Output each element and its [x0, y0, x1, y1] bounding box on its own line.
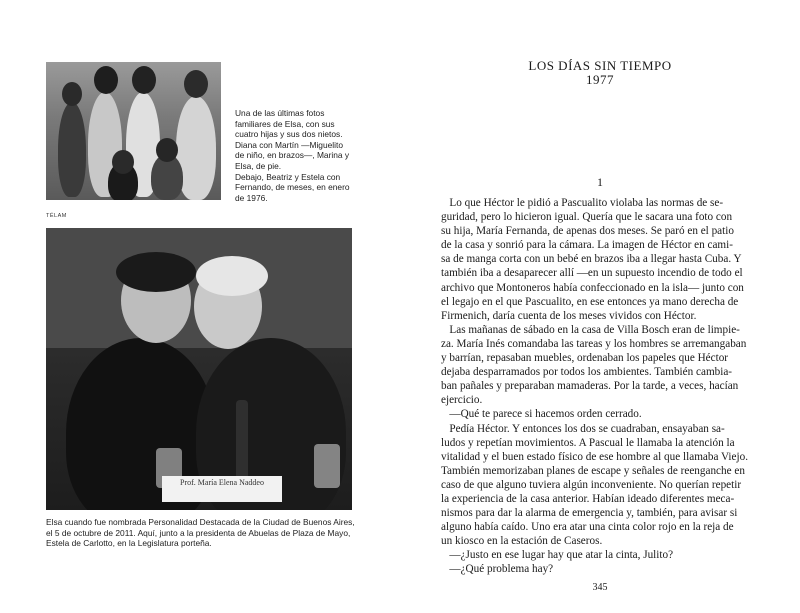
caption-line: Diana con Martín —Miguelito: [235, 139, 343, 150]
caption-line: Elsa, de pie.: [235, 160, 282, 171]
body-line: vitalidad y el buen estado físico de ese hombre al que llamaba Viejo.: [441, 450, 748, 463]
body-line: —¿Qué problema hay?: [441, 563, 554, 576]
body-line: caso de que alguno tuviera algún inconveniente. No querían repetir: [441, 478, 742, 491]
chapter-year: 1977: [586, 72, 614, 87]
body-line: —¿Justo en ese lugar hay que atar la cinta, Julito?: [441, 549, 674, 562]
body-line: dejaba desparramados por todos los ambientes. También cambia-: [441, 366, 733, 379]
caption-line: Fernando, de meses, en enero: [235, 182, 350, 193]
body-line: también iba a desaparecer allí —en un supuesto incendio de todo el: [441, 267, 743, 280]
family-photo-caption: [235, 108, 365, 203]
body-line: Pedía Héctor. Y entonces los dos se cuadraban, ensayaban sa-: [441, 422, 725, 435]
body-line: nismos para dar la alarma de emergencia y, también, para avisar si: [441, 507, 738, 520]
name-placard: Prof. María Elena Naddeo: [162, 476, 282, 502]
body-line: za. María Inés comandaba las tareas y los hombres se arremangaban: [441, 337, 747, 350]
body-line: Firmenich, daría cuenta de los meses vividos con Héctor.: [441, 309, 697, 322]
body-line: —Qué te parece si hacemos orden cerrado.: [441, 408, 642, 421]
main-photo-caption: [46, 517, 366, 549]
photo-credit: TÉLAM: [46, 213, 67, 219]
body-line: de la casa y sonrió para la cámara. La imagen de Héctor en cami-: [441, 239, 733, 252]
caption-line: el 5 de octubre de 2011. Aquí, junto a la presidenta de Abuelas de Plaza de Mayo,: [46, 527, 351, 538]
body-line: sa de manga corta con un bebé en brazos iba a llegar hasta Cuba. Y: [441, 253, 742, 266]
body-line: alguno había caído. Uno era atar una cinta color rojo en la reja de: [441, 521, 734, 534]
family-photo: [46, 62, 221, 200]
body-line: ludos y repetían movimientos. A Pascual le llamaba la atención la: [441, 436, 735, 449]
main-photo: [46, 228, 352, 510]
body-line: También memorizaban planes de escape y señales de reenganche en: [441, 464, 745, 477]
body-line: archivo que Montoneros había confeccionado en la isla— junto con: [441, 281, 744, 294]
body-line: la experiencia de la casa anterior. Habían ideado diferentes meca-: [441, 492, 735, 505]
body-line: guridad, pero lo hicieron igual. Quería que le sacara una foto con: [441, 211, 733, 224]
body-line: Las mañanas de sábado en la casa de Villa Bosch eran de limpie-: [441, 323, 740, 336]
caption-line: cuatro hijas y sus dos nietos.: [235, 129, 343, 140]
body-line: Lo que Héctor le pidió a Pascualito violaba las normas de se-: [441, 197, 724, 209]
body-line: el legajo en el que Pascualito, en ese entonces ya mano derecha de: [441, 295, 739, 308]
caption-line: de 1976.: [235, 192, 268, 203]
chapter-title: LOS DÍAS SIN TIEMPO: [528, 58, 672, 73]
caption-line: de niño, en brazos—, Marina y: [235, 150, 350, 161]
body-line: y barrían, repasaban muebles, ordenaban los papeles que Héctor: [441, 352, 729, 365]
caption-line: Debajo, Beatriz y Estela con: [235, 171, 341, 182]
body-line: un kiosco en la estación de Caseros.: [441, 535, 603, 548]
body-text: [441, 196, 759, 577]
section-number: 1: [597, 175, 603, 189]
body-line: su hija, María Fernanda, de apenas dos meses. Se paró en el patio: [441, 225, 734, 238]
body-line: ejercicio.: [441, 394, 483, 407]
caption-line: familiares de Elsa, con sus: [235, 118, 335, 129]
caption-line: Elsa cuando fue nombrada Personalidad Destacada de la Ciudad de Buenos Aires,: [46, 517, 355, 527]
caption-line: Una de las últimas fotos: [235, 108, 325, 118]
page-number: 345: [592, 582, 608, 593]
caption-line: Estela de Carlotto, en la Legislatura porteña.: [46, 538, 212, 549]
body-line: ban pañales y preparaban mamaderas. Por la tarde, a veces, hacían: [441, 380, 739, 393]
